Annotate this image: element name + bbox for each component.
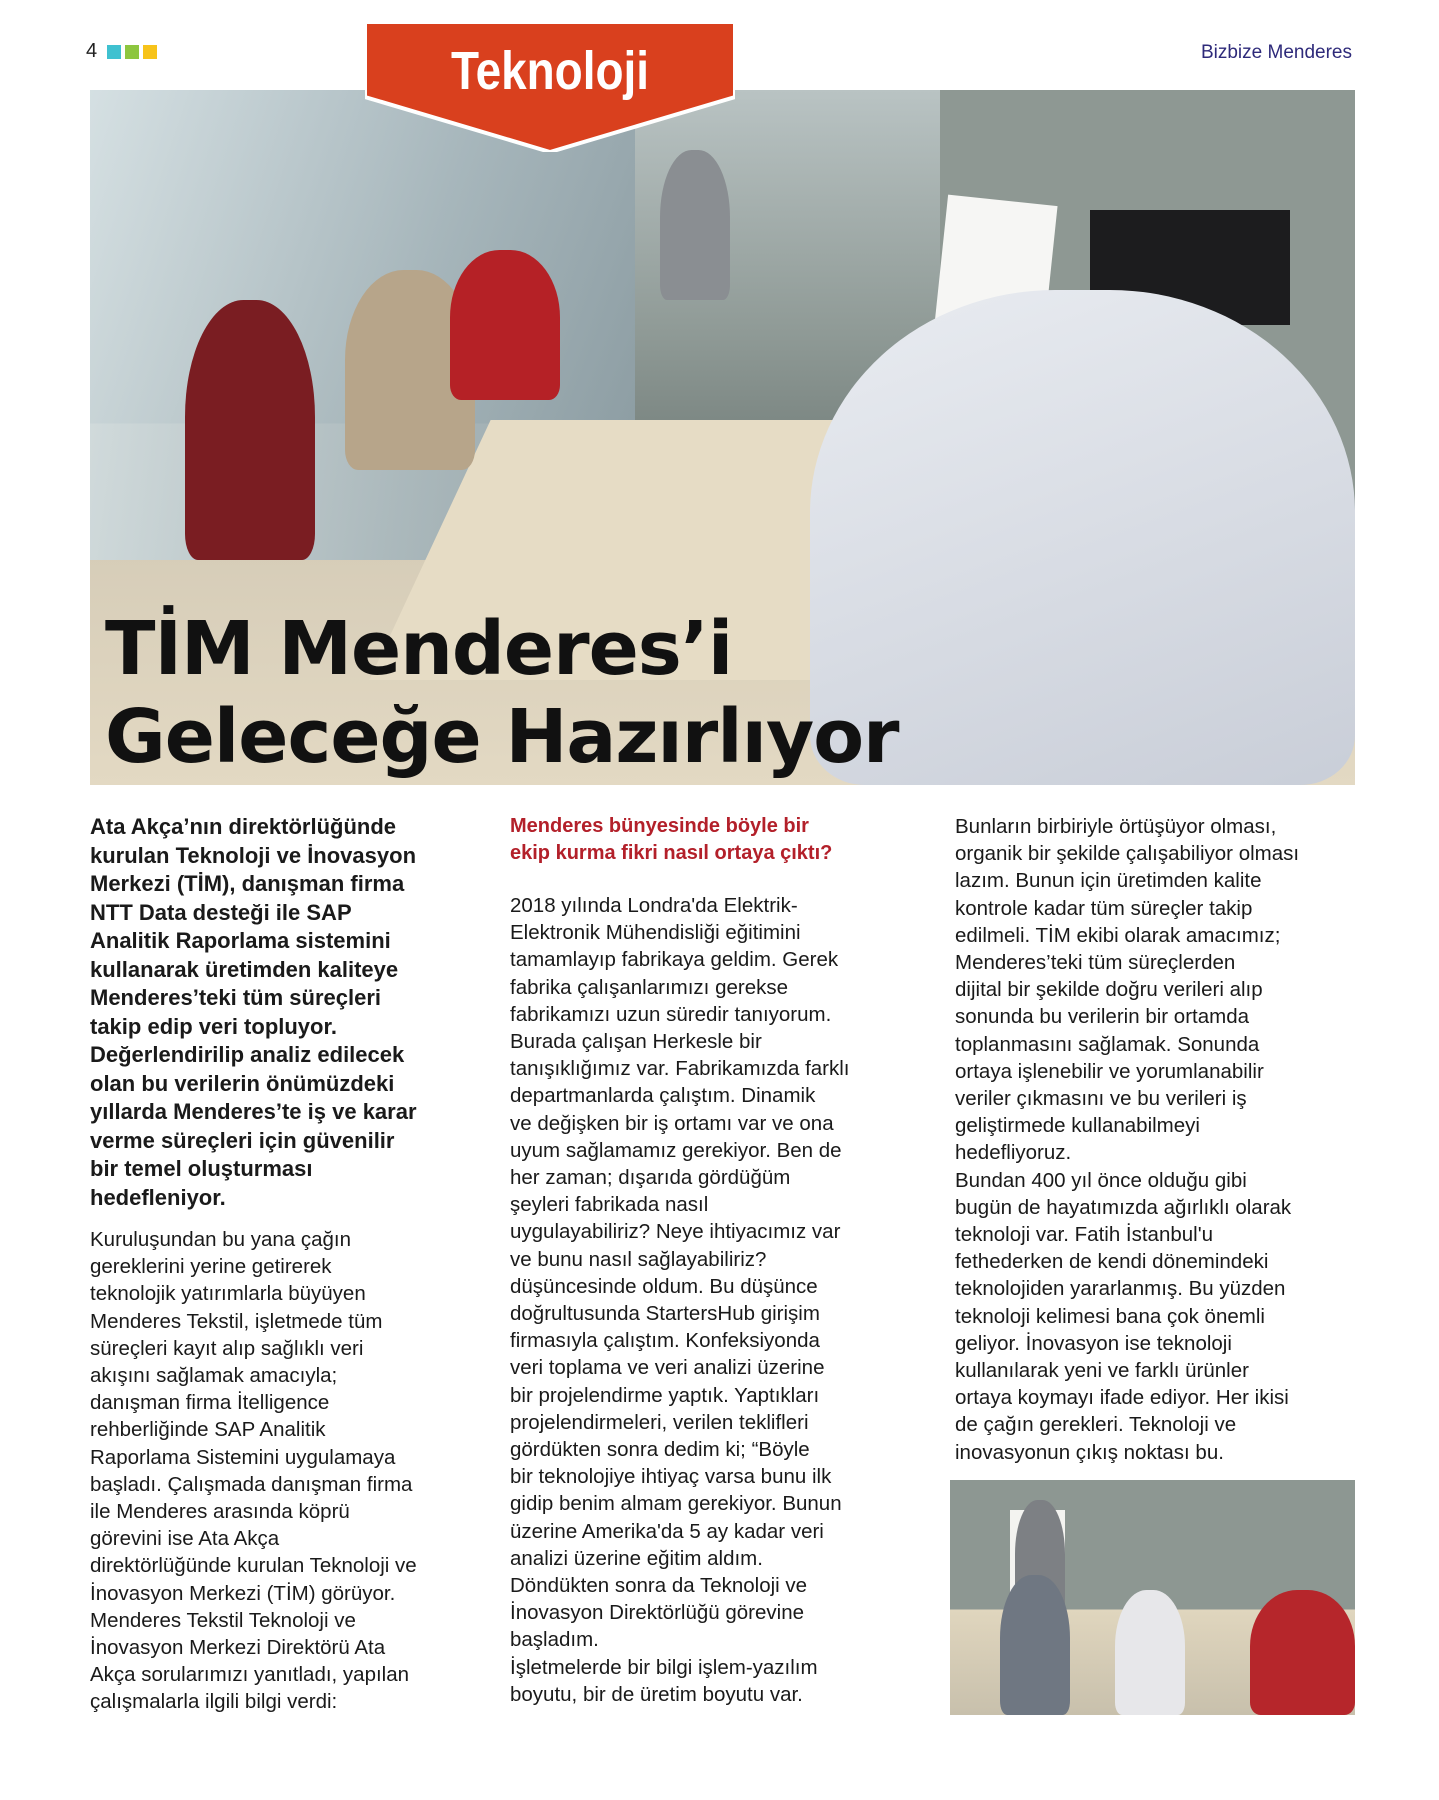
text-line: Menderes bünyesinde böyle bir xyxy=(510,815,809,837)
text-line: geliyor. İnovasyon ise teknoloji xyxy=(955,1331,1232,1355)
text-line: Değerlendirilip analiz edilecek xyxy=(90,1042,405,1067)
text-line: olan bu verilerin önümüzdeki xyxy=(90,1070,395,1096)
color-square-cyan xyxy=(107,45,121,59)
text-line: şeyleri fabrikada nasıl xyxy=(510,1193,709,1217)
text-line: Döndükten sonra da Teknoloji ve xyxy=(510,1574,808,1598)
text-line: veri toplama ve veri analizi üzerine xyxy=(510,1356,825,1380)
text-line: doğrultusunda StartersHub girişim xyxy=(510,1302,820,1326)
text-line: Menderes’teki tüm süreçleri xyxy=(90,985,382,1010)
text-line: takip edip veri topluyor. xyxy=(90,1013,337,1039)
text-line: ve değişken bir iş ortamı var ve ona xyxy=(510,1111,834,1135)
column-1 xyxy=(90,813,490,1716)
text-line: Menderes Tekstil Teknoloji ve xyxy=(90,1608,356,1632)
text-line: bugün de hayatımızda ağırlıklı olarak xyxy=(955,1195,1292,1219)
text-line: Kuruluşundan bu yana çağın xyxy=(90,1228,352,1251)
lead-paragraph xyxy=(90,813,490,1212)
headline-line-1: TİM Menderes’i xyxy=(105,606,733,692)
text-line: teknolojiden yararlanmış. Bu yüzden xyxy=(955,1277,1286,1301)
text-line: Raporlama Sistemini uygulamaya xyxy=(90,1445,396,1469)
text-line: Akça sorularımızı yanıtladı, yapılan xyxy=(90,1663,410,1687)
text-line: boyutu, bir de üretim boyutu var. xyxy=(510,1682,803,1706)
text-line: Menderes’teki tüm süreçlerden xyxy=(955,951,1236,975)
text-line: bir temel oluşturması xyxy=(90,1156,313,1181)
text-line: Elektronik Mühendisliği eğitimini xyxy=(510,921,801,945)
text-line: Menderes Tekstil, işletmede tüm xyxy=(90,1309,383,1333)
text-line: dijital bir şekilde doğru verileri alıp xyxy=(955,978,1263,1002)
text-line: lazım. Bunun için üretimden kalite xyxy=(955,869,1262,893)
interview-question xyxy=(510,813,930,867)
text-line: başladım. xyxy=(510,1628,599,1652)
text-line: projelendirmeleri, verilen teklifleri xyxy=(510,1410,809,1434)
text-line: fabrikamızı uzun süredir tanıyorum. xyxy=(510,1002,832,1026)
text-line: hedefliyoruz. xyxy=(955,1141,1072,1165)
text-line: teknoloji kelimesi bana çok önemli xyxy=(955,1304,1265,1328)
text-line: de çağın gerekleri. Teknoloji ve xyxy=(955,1413,1237,1437)
text-line: başladı. Çalışmada danışman firma xyxy=(90,1472,413,1496)
text-line: Merkezi (TİM), danışman firma xyxy=(90,871,405,896)
text-line: kullanarak üretimden kaliteye xyxy=(90,956,399,982)
color-square-yellow xyxy=(143,45,157,59)
text-line: departmanlarda çalıştım. Dinamik xyxy=(510,1084,816,1108)
answer-paragraph xyxy=(510,892,930,1708)
text-line: bir teknolojiye ihtiyaç varsa bunu ilk xyxy=(510,1465,832,1489)
column-3 xyxy=(955,813,1375,1466)
text-line: toplanmasını sağlamak. Sonunda xyxy=(955,1032,1260,1056)
text-line: görevini ise Ata Akça xyxy=(90,1527,280,1551)
text-line: teknoloji var. Fatih İstanbul'u xyxy=(955,1223,1214,1247)
text-line: her zaman; dışarıda gördüğüm xyxy=(510,1166,791,1190)
article-headline xyxy=(105,605,899,781)
text-line: Bundan 400 yıl önce olduğu gibi xyxy=(955,1168,1247,1192)
team-photo xyxy=(950,1480,1355,1715)
text-line: İnovasyon Direktörlüğü görevine xyxy=(510,1601,804,1625)
color-square-green xyxy=(125,45,139,59)
page-number: 4 xyxy=(86,40,98,62)
text-line: tamamlayıp fabrikaya geldim. Gerek xyxy=(510,948,839,972)
text-line: akışını sağlamak amacıyla; xyxy=(90,1364,338,1388)
text-line: ve bunu nasıl sağlayabiliriz? xyxy=(510,1247,767,1271)
text-line: İşletmelerde bir bilgi işlem-yazılım xyxy=(510,1655,818,1679)
text-line: ortaya işlenebilir ve yorumlanabilir xyxy=(955,1059,1264,1083)
intro-paragraph xyxy=(90,1226,490,1716)
headline-line-2: Geleceğe Hazırlıyor xyxy=(105,694,899,780)
text-line: edilmeli. TİM ekibi olarak amacımız; xyxy=(955,923,1281,947)
text-line: uygulayabiliriz? Neye ihtiyacımız var xyxy=(510,1220,841,1244)
text-line: ekip kurma fikri nasıl ortaya çıktı? xyxy=(510,842,833,864)
text-line: yıllarda Menderes’te iş ve karar xyxy=(90,1099,417,1124)
text-line: süreçleri kayıt alıp sağlıklı veri xyxy=(90,1336,364,1360)
publication-name: Bizbize Menderes xyxy=(1200,42,1352,63)
text-line: veriler çıkmasını ve bu verileri iş xyxy=(955,1087,1247,1111)
text-line: kurulan Teknoloji ve İnovasyon xyxy=(90,842,417,868)
text-line: danışman firma İtelligence xyxy=(90,1391,330,1415)
text-line: İnovasyon Merkezi (TİM) görüyor. xyxy=(90,1581,396,1605)
text-line: direktörlüğünde kurulan Teknoloji ve xyxy=(90,1554,417,1578)
text-line: Analitik Raporlama sistemini xyxy=(90,928,391,953)
text-line: hedefleniyor. xyxy=(90,1184,226,1210)
text-line: gördükten sonra dedim ki; “Böyle xyxy=(510,1438,810,1462)
text-line: tanışıklığımız var. Fabrikamızda farklı xyxy=(510,1057,850,1081)
text-line: çalışmalarla ilgili bilgi verdi: xyxy=(90,1690,338,1714)
text-line: 2018 yılında Londra'da Elektrik- xyxy=(510,894,798,917)
text-line: kullanılarak yeni ve farklı ürünler xyxy=(955,1359,1249,1383)
text-line: analizi üzerine eğitim aldım. xyxy=(510,1546,763,1570)
column-2 xyxy=(510,813,930,1708)
text-line: ortaya koymayı ifade ediyor. Her ikisi xyxy=(955,1386,1289,1410)
text-line: geliştirmede kullanabilmeyi xyxy=(955,1114,1200,1138)
text-line: gidip benim almam gerekiyor. Bunun xyxy=(510,1492,842,1516)
text-line: üzerine Amerika'da 5 ay kadar veri xyxy=(510,1519,824,1543)
text-line: fethederken de kendi dönemindeki xyxy=(955,1250,1269,1274)
text-line: gereklerini yerine getirerek xyxy=(90,1255,332,1279)
text-line: firmasıyla çalıştım. Konfeksiyonda xyxy=(510,1329,820,1353)
text-line: fabrika çalışanlarımızı gerekse xyxy=(510,975,789,999)
text-line: İnovasyon Merkezi Direktörü Ata xyxy=(90,1636,386,1660)
text-line: NTT Data desteği ile SAP xyxy=(90,899,352,925)
text-line: verme süreçleri için güvenilir xyxy=(90,1127,395,1153)
text-line: uyum sağlamamız gerekiyor. Ben de xyxy=(510,1138,842,1162)
text-line: kontrole kadar tüm süreçler takip xyxy=(955,896,1253,920)
answer-continued xyxy=(955,813,1375,1466)
text-line: inovasyonun çıkış noktası bu. xyxy=(955,1440,1224,1464)
text-line: Bunların birbiriyle örtüşüyor olması, xyxy=(955,815,1277,838)
text-line: teknolojik yatırımlarla büyüyen xyxy=(90,1282,366,1306)
text-line: sonunda bu verilerin bir ortamda xyxy=(955,1005,1249,1029)
section-title: Teknoloji xyxy=(450,41,650,101)
text-line: Burada çalışan Herkesle bir xyxy=(510,1030,762,1054)
text-line: rehberliğinde SAP Analitik xyxy=(90,1418,326,1442)
text-line: organik bir şekilde çalışabiliyor olması xyxy=(955,842,1300,866)
text-line: bir projelendirme yaptık. Yaptıkları xyxy=(510,1383,820,1407)
text-line: ile Menderes arasında köprü xyxy=(90,1500,350,1524)
text-line: düşüncesinde oldum. Bu düşünce xyxy=(510,1274,818,1298)
text-line: Ata Akça’nın direktörlüğünde xyxy=(90,814,397,839)
